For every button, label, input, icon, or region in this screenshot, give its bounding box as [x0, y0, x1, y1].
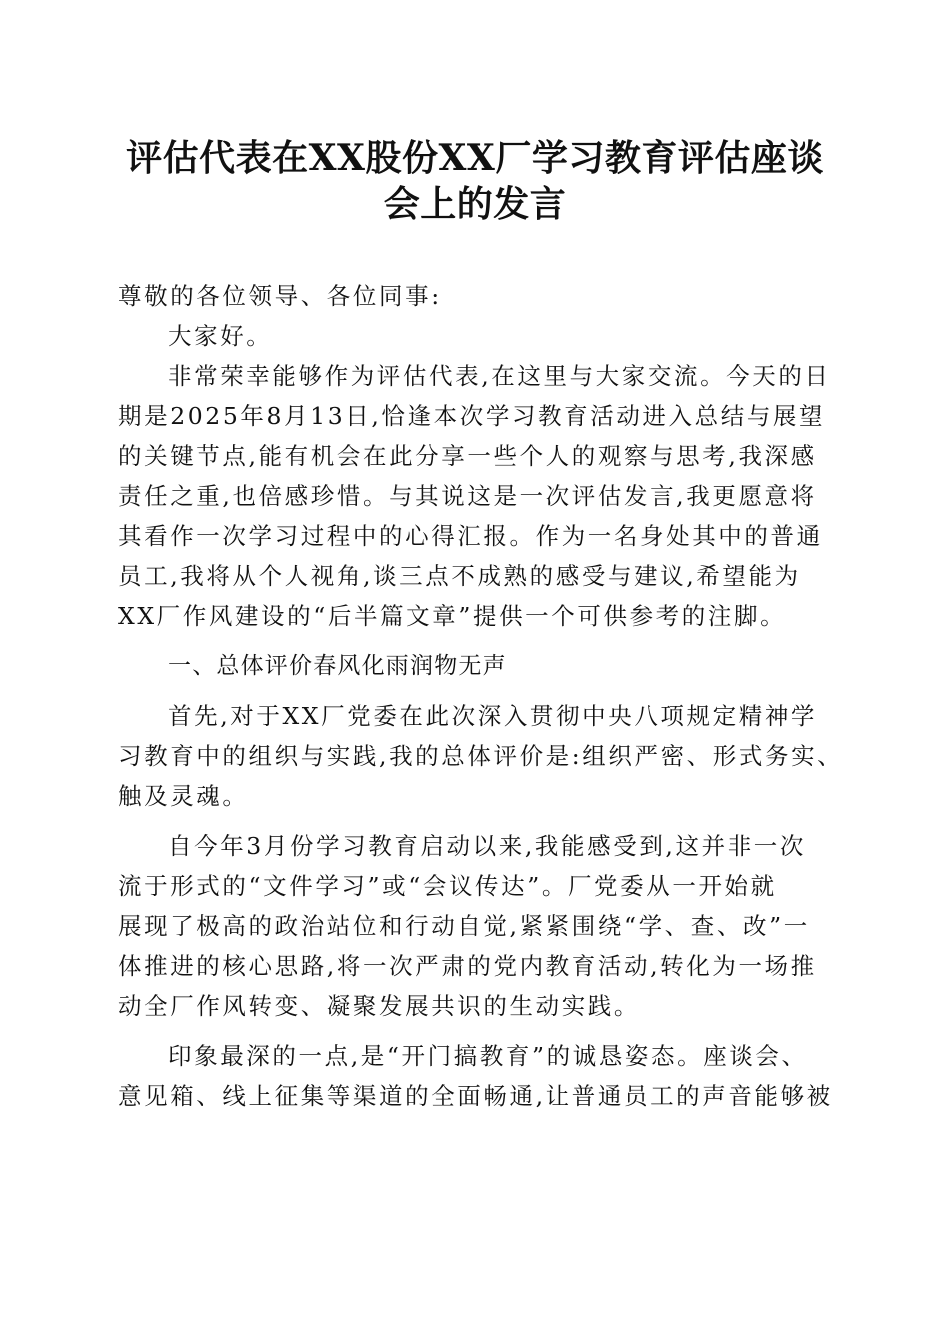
paragraph-line: 的关键节点,能有机会在此分享一些个人的观察与思考,我深感 — [118, 442, 817, 470]
paragraph-line: 动全厂作风转变、凝聚发展共识的生动实践。 — [118, 992, 640, 1020]
paragraph-impression — [118, 1036, 848, 1116]
paragraph-line: 流于形式的“文件学习”或“会议传达”。厂党委从一开始就 — [118, 872, 777, 900]
paragraph-since-march — [118, 826, 848, 1026]
document-title — [100, 135, 850, 227]
paragraph-line: 习教育中的组织与实践,我的总体评价是:组织严密、形式务实、 — [118, 742, 844, 770]
salutation — [118, 276, 848, 316]
section-heading-text: 一、总体评价春风化雨润物无声 — [168, 653, 507, 679]
document-body — [118, 276, 848, 1126]
section-heading — [118, 646, 848, 686]
paragraph-line: 意见箱、线上征集等渠道的全面畅通,让普通员工的声音能够被 — [118, 1082, 833, 1110]
greeting — [118, 316, 848, 356]
paragraph-line: 印象最深的一点,是“开门搞教育”的诚恳姿态。座谈会、 — [168, 1042, 808, 1070]
paragraph-line: 其看作一次学习过程中的心得汇报。作为一名身处其中的普通 — [118, 522, 823, 550]
paragraph-line: 展现了极高的政治站位和行动自觉,紧紧围绕“学、查、改”一 — [118, 912, 810, 940]
paragraph-line: 非常荣幸能够作为评估代表,在这里与大家交流。今天的日 — [168, 362, 831, 390]
paragraph-line: 自今年3月份学习教育启动以来,我能感受到,这并非一次 — [168, 832, 806, 860]
title-line-2: 会上的发言 — [383, 183, 567, 225]
paragraph-line: 首先,对于XX厂党委在此次深入贯彻中央八项规定精神学 — [168, 702, 818, 730]
salutation-text: 尊敬的各位领导、各位同事: — [118, 282, 442, 310]
paragraph-line: 责任之重,也倍感珍惜。与其说这是一次评估发言,我更愿意将 — [118, 482, 817, 510]
greeting-text: 大家好。 — [168, 322, 273, 350]
paragraph-line: 员工,我将从个人视角,谈三点不成熟的感受与建议,希望能为 — [118, 562, 801, 590]
paragraph-evaluation — [118, 696, 848, 816]
title-line-1: 评估代表在XX股份XX厂学习教育评估座谈 — [126, 137, 824, 179]
paragraph-line: 体推进的核心思路,将一次严肃的党内教育活动,转化为一场推 — [118, 952, 817, 980]
paragraph-line: XX厂作风建设的“后半篇文章”提供一个可供参考的注脚。 — [118, 602, 787, 630]
paragraph-line: 期是2025年8月13日,恰逢本次学习教育活动进入总结与展望 — [118, 402, 826, 430]
paragraph-line: 触及灵魂。 — [118, 782, 249, 810]
paragraph-intro — [118, 356, 848, 636]
